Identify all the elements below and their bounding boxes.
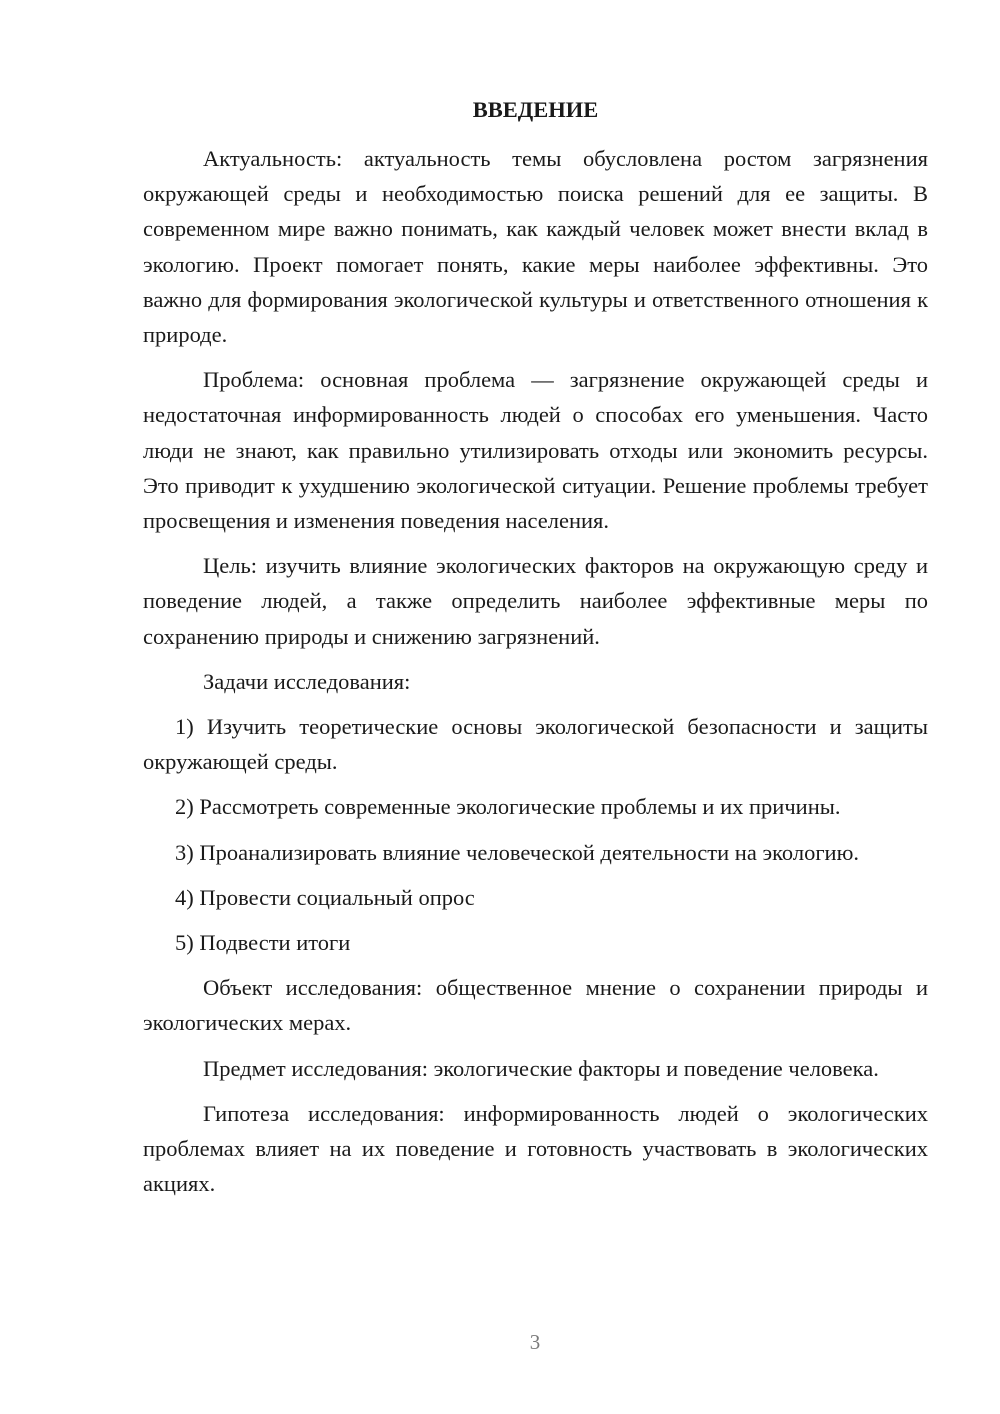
relevance-text: актуальность темы обусловлена ростом загрязнения окружающей среды и необходимостью поиска решений для ее защиты. В современном мире важно понимать, как каждый человек может внести вклад в экологию. Проект помогает понять, какие меры наиболее эффективны. Это важно для формирования экологической культуры и ответственного отношения к природе. xyxy=(143,146,928,348)
hypothesis-text: информированность людей о экологических проблемах влияет на их поведение и готовность участвовать в экологических акциях. xyxy=(143,1100,928,1197)
subject-paragraph xyxy=(143,1051,928,1086)
page-title: ВВЕДЕНИЕ xyxy=(472,97,599,122)
hypothesis-label: Гипотеза исследования: xyxy=(203,1100,445,1126)
tasks-heading: Задачи исследования: xyxy=(203,668,411,694)
problem-paragraph xyxy=(143,362,928,538)
goal-paragraph xyxy=(143,548,928,654)
task-item-2: 2) Рассмотреть современные экологические проблемы и их причины. xyxy=(175,794,841,820)
task-item-1: 1) Изучить теоретические основы экологической безопасности и защиты окружающей среды. xyxy=(143,714,928,775)
relevance-label: Актуальность: xyxy=(203,146,343,171)
hypothesis-paragraph xyxy=(143,1096,928,1202)
object-text: общественное мнение о сохранении природы и экологических мерах. xyxy=(143,975,928,1036)
task-item-3: 3) Проанализировать влияние человеческой деятельности на экологию. xyxy=(175,839,860,865)
problem-label: Проблема: xyxy=(203,367,305,393)
task-item-4: 4) Провести социальный опрос xyxy=(175,884,475,910)
object-label: Объект исследования: xyxy=(203,975,423,1001)
document-page xyxy=(143,92,928,1211)
page-number: 3 xyxy=(529,1330,541,1354)
task-item-5: 5) Подвести итоги xyxy=(175,930,351,956)
subject-text: экологические факторы и поведение человека. xyxy=(427,1055,879,1081)
relevance-paragraph xyxy=(143,141,928,352)
problem-text: основная проблема — загрязнение окружающей среды и недостаточная информированность людей о способах его уменьшения. Часто люди не знают, как правильно утилизировать отходы или экономить ресурсы. Это приводит к ухудшению экологической ситуации. Решение проблемы требует просвещения и изменения поведения населения. xyxy=(143,367,928,534)
object-paragraph xyxy=(143,970,928,1040)
goal-text: изучить влияние экологических факторов на окружающую среду и поведение людей, а также определить наиболее эффективные меры по сохранению природы и снижению загрязнений. xyxy=(143,553,928,649)
subject-label: Предмет исследования: xyxy=(203,1055,428,1081)
goal-label: Цель: xyxy=(203,553,257,579)
